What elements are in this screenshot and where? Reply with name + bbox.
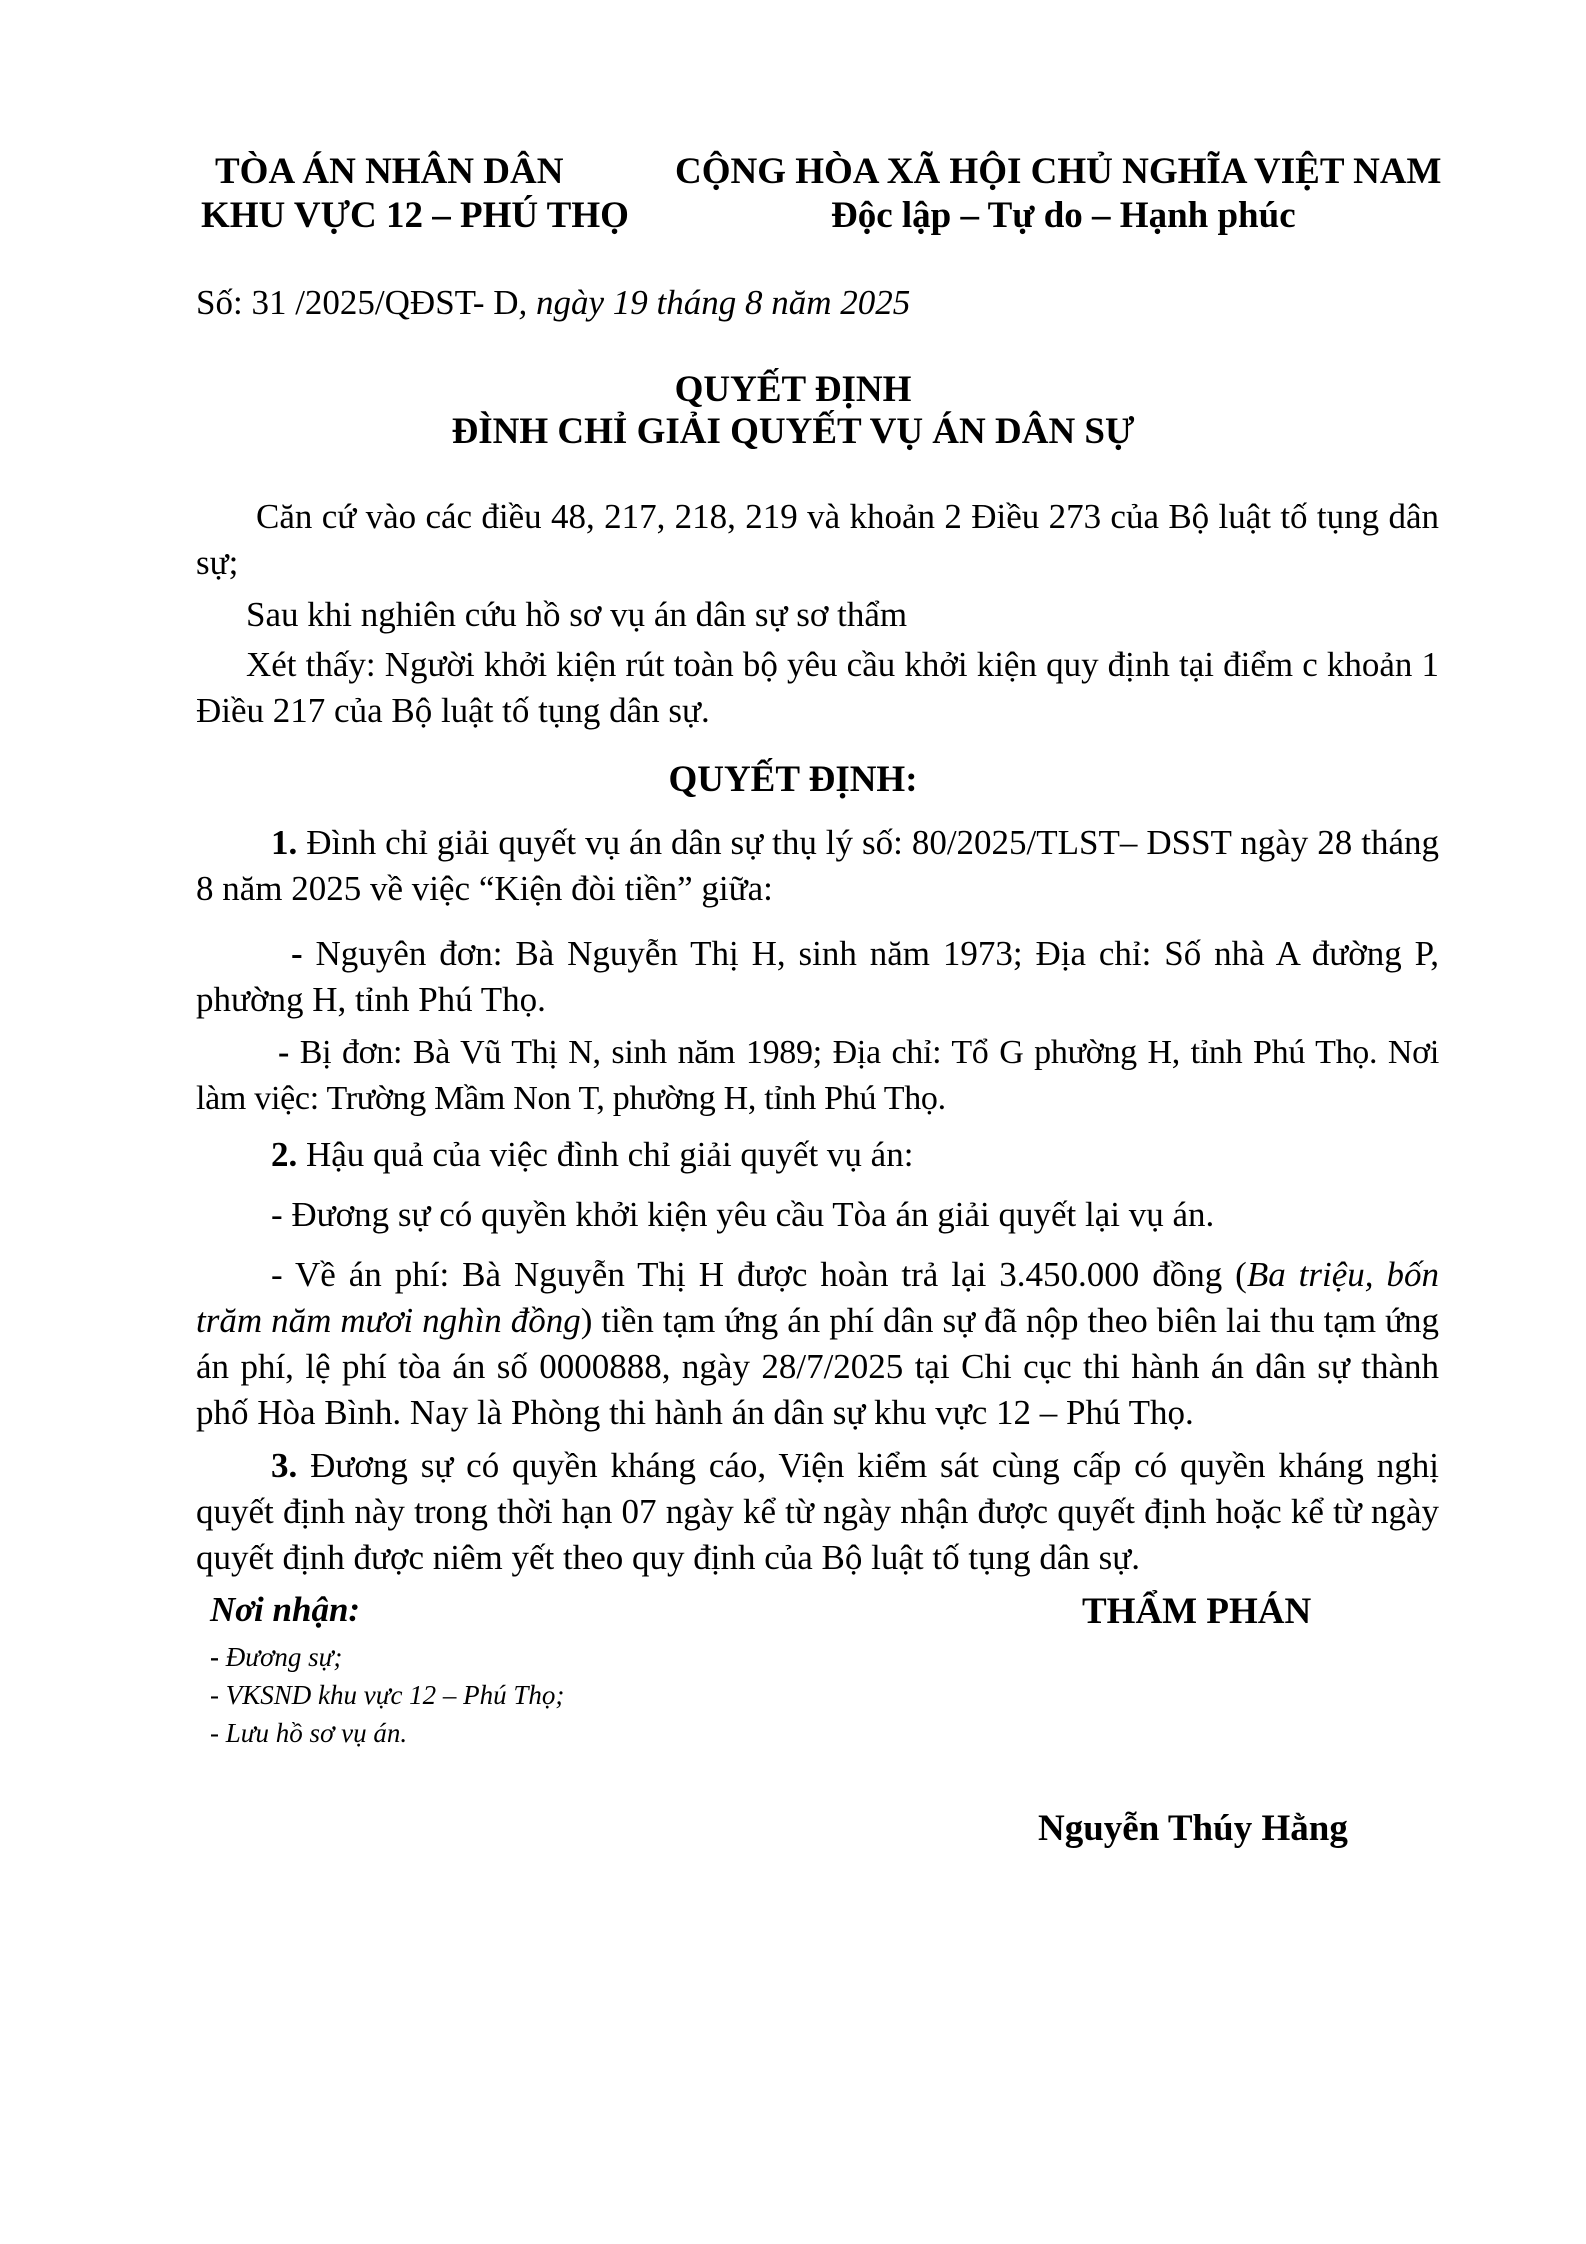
document-number: Số: 31 /2025/QĐST- D: [196, 283, 519, 322]
judge-title: THẨM PHÁN: [1082, 1591, 1312, 1632]
decision-item-2: [196, 1132, 1439, 1178]
fee-text-end: ) tiền tạm ứng án phí dân sự đã nộp theo biên lai thu tạm ứng án phí, lệ phí tòa án số 0000888, ngày 28/7/2025 tại Chi cục thi hành án dân sự thành phố Hòa Bình. Nay là Phòng thi hành án dân sự khu vực 12 – Phú Thọ.: [196, 1301, 1440, 1432]
party-right: - Đương sự có quyền khởi kiện yêu cầu Tòa án giải quyết lại vụ án.: [271, 1195, 1215, 1234]
document-number-line: [196, 283, 910, 323]
item-1-number: 1.: [271, 823, 298, 862]
defendant-text: Bị đơn: Bà Vũ Thị N, sinh năm 1989; Địa chỉ: Tổ G phường H, tỉnh Phú Thọ. Nơi làm việc: Trường Mầm Non T, phường H, tỉnh Phú Thọ.: [196, 1034, 1439, 1117]
court-name-line1: TÒA ÁN NHÂN DÂN: [215, 151, 564, 192]
recipient-2: - VKSND khu vực 12 – Phú Thọ;: [210, 1680, 565, 1710]
document-subtitle: ĐÌNH CHỈ GIẢI QUYẾT VỤ ÁN DÂN SỰ: [451, 411, 1135, 452]
decision-item-3: [196, 1443, 1439, 1581]
legal-basis: Căn cứ vào các điều 48, 217, 218, 219 và khoản 2 Điều 273 của Bộ luật tố tụng dân sự;: [196, 497, 1439, 582]
fee-amount-words: Ba triệu, bốn trăm năm mươi nghìn đồng: [196, 1255, 1440, 1340]
recipient-1-text: Đương sự;: [219, 1642, 343, 1672]
recipient-1: [210, 1642, 342, 1673]
recipient-1-dash: -: [210, 1642, 219, 1672]
case-study-note: Sau khi nghiên cứu hồ sơ vụ án dân sự sơ thẩm: [246, 595, 908, 634]
finding: Xét thấy: Người khởi kiện rút toàn bộ yêu cầu khởi kiện quy định tại điểm c khoản 1 Điều 217 của Bộ luật tố tụng dân sự.: [196, 645, 1439, 730]
item-2-text: Hậu quả của việc đình chỉ giải quyết vụ án:: [297, 1135, 914, 1174]
defendant-info: [196, 1030, 1439, 1122]
decision-heading: QUYẾT ĐỊNH:: [668, 759, 918, 800]
court-fee: [196, 1252, 1439, 1436]
defendant-dash: -: [278, 1034, 290, 1071]
item-3-number: 3.: [271, 1446, 298, 1485]
decision-item-1: [196, 820, 1439, 912]
recipients-label: Nơi nhận:: [210, 1590, 361, 1629]
court-name-line2: KHU VỰC 12 – PHÚ THỌ: [201, 195, 629, 236]
recipient-3: - Lưu hồ sơ vụ án.: [210, 1718, 408, 1748]
plaintiff-text: Nguyên đơn: Bà Nguyễn Thị H, sinh năm 1973; Địa chỉ: Số nhà A đường P, phường H, tỉnh Phú Thọ.: [196, 934, 1439, 1019]
document-date: , ngày 19 tháng 8 năm 2025: [518, 283, 911, 322]
item-2-number: 2.: [271, 1135, 298, 1174]
item-1-text: Đình chỉ giải quyết vụ án dân sự thụ lý số: 80/2025/TLST– DSST ngày 28 tháng 8 năm 2025 về việc “Kiện đòi tiền” giữa:: [196, 823, 1439, 908]
fee-text-start: - Về án phí: Bà Nguyễn Thị H được hoàn trả lại 3.450.000 đồng (: [271, 1255, 1247, 1294]
judge-name: Nguyễn Thúy Hằng: [1038, 1808, 1348, 1849]
national-motto: Độc lập – Tự do – Hạnh phúc: [831, 195, 1296, 236]
document-title: QUYẾT ĐỊNH: [674, 369, 912, 410]
plaintiff-info: [196, 931, 1439, 1023]
plaintiff-dash: -: [291, 934, 303, 973]
item-3-text: Đương sự có quyền kháng cáo, Viện kiểm sát cùng cấp có quyền kháng nghị quyết định này trong thời hạn 07 ngày kể từ ngày nhận được quyết định hoặc kể từ ngày quyết định được niêm yết theo quy định của Bộ luật tố tụng dân sự.: [196, 1446, 1439, 1577]
nation-name: CỘNG HÒA XÃ HỘI CHỦ NGHĨA VIỆT NAM: [675, 151, 1442, 192]
